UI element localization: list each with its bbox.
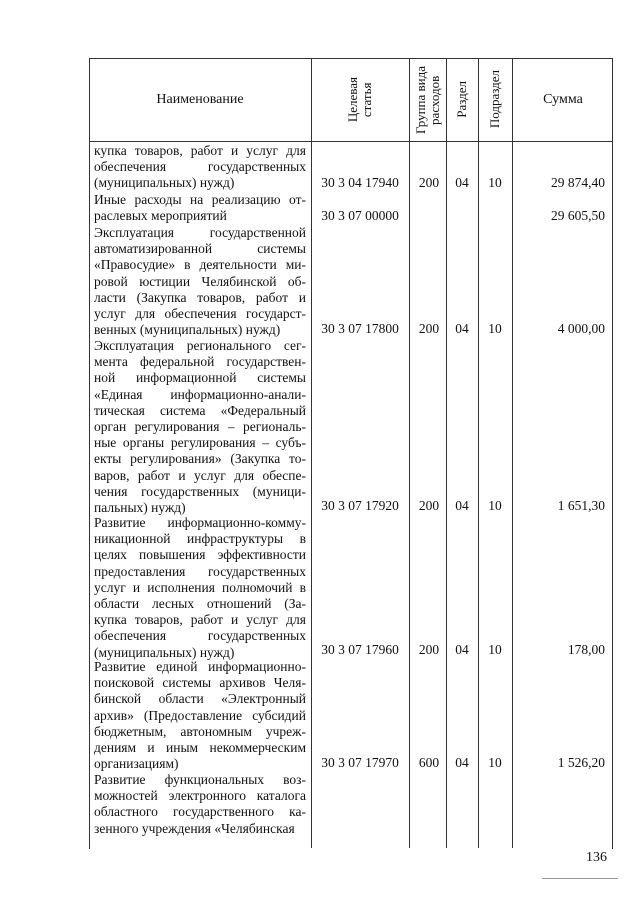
row-group: 600 — [418, 755, 440, 770]
row-code: 30 3 07 17960 — [321, 642, 399, 657]
row-podrazdel: 10 — [488, 642, 502, 657]
row-name: Развитие единой информационно-поисковой системы архивов Челя-бинской области «Электронный архив» (Предоставление субсидий бюджетным, автономным учреж-дениям и иным некоммерческим организациям) — [94, 659, 306, 772]
header-code: Целевая статья — [345, 76, 374, 123]
row-name: Иные расходы на реализацию от-раслевых мероприятий — [94, 192, 306, 224]
row-sum: 29 874,40 — [551, 175, 605, 190]
row-name: купка товаров, работ и услуг для обеспечения государственных (муниципальных) нужд) — [94, 143, 306, 191]
row-code: 30 3 07 00000 — [321, 208, 399, 223]
row-group: 200 — [418, 175, 440, 190]
row-name: Развитие функциональных воз-можностей электронного каталога областного государственного ка-зенного учреждения «Челябинская — [94, 772, 306, 836]
header-group: Группа вида расходов — [412, 65, 442, 134]
row-razdel: 04 — [455, 755, 469, 770]
header-sum: Сумма — [543, 91, 583, 107]
row-razdel: 04 — [455, 321, 469, 336]
row-podrazdel: 10 — [488, 498, 502, 513]
row-sum: 1 651,30 — [557, 498, 605, 513]
row-sum: 29 605,50 — [551, 208, 605, 223]
header-name: Наименование — [156, 91, 244, 107]
row-podrazdel: 10 — [488, 755, 502, 770]
header-podrazdel: Подраздел — [487, 70, 502, 129]
row-sum: 4 000,00 — [557, 321, 605, 336]
row-group: 200 — [418, 321, 440, 336]
row-sum: 1 526,20 — [557, 755, 605, 770]
row-podrazdel: 10 — [488, 175, 502, 190]
header-razdel: Раздел — [454, 81, 469, 118]
row-name: Эксплуатация государственной автоматизированной системы «Правосудие» в деятельности ми-ровой юстиции Челябинской об-ласти (Закупка товаров, работ и услуг для обеспечения государст-венных (муниципальных) нужд) — [94, 225, 306, 338]
row-code: 30 3 04 17940 — [321, 175, 399, 190]
row-razdel: 04 — [455, 498, 469, 513]
row-razdel: 04 — [455, 642, 469, 657]
header-separator — [89, 141, 612, 142]
row-podrazdel: 10 — [488, 321, 502, 336]
column-divider — [409, 58, 410, 848]
row-code: 30 3 07 17970 — [321, 755, 399, 770]
row-group: 200 — [418, 498, 440, 513]
row-code: 30 3 07 17920 — [321, 498, 399, 513]
row-group: 200 — [418, 642, 440, 657]
row-name: Развитие информационно-комму-никационной инфраструктуры в целях повышения эффективности предоставления государственных услуг и исполнения полномочий в области лесных отношений (За-купка товаров, работ и услуг для обеспечения государственных (муниципальных) нужд) — [94, 515, 306, 660]
row-code: 30 3 07 17800 — [321, 321, 399, 336]
column-divider — [512, 58, 513, 848]
row-razdel: 04 — [455, 175, 469, 190]
footer-rule — [542, 878, 618, 879]
row-name: Эксплуатация регионального сег-мента федеральной государствен-ной информационной системы «Единая информационно-анали-тическая система «Федеральный орган регулирования – региональ-ные органы регулирования – субъ-екты регулирования» (Закупка то-варов, работ и услуг для обеспе-чения государственных (муници-пальных) нужд) — [94, 338, 306, 516]
page-number: 136 — [586, 850, 607, 865]
column-divider — [311, 58, 312, 848]
row-sum: 178,00 — [567, 642, 605, 657]
